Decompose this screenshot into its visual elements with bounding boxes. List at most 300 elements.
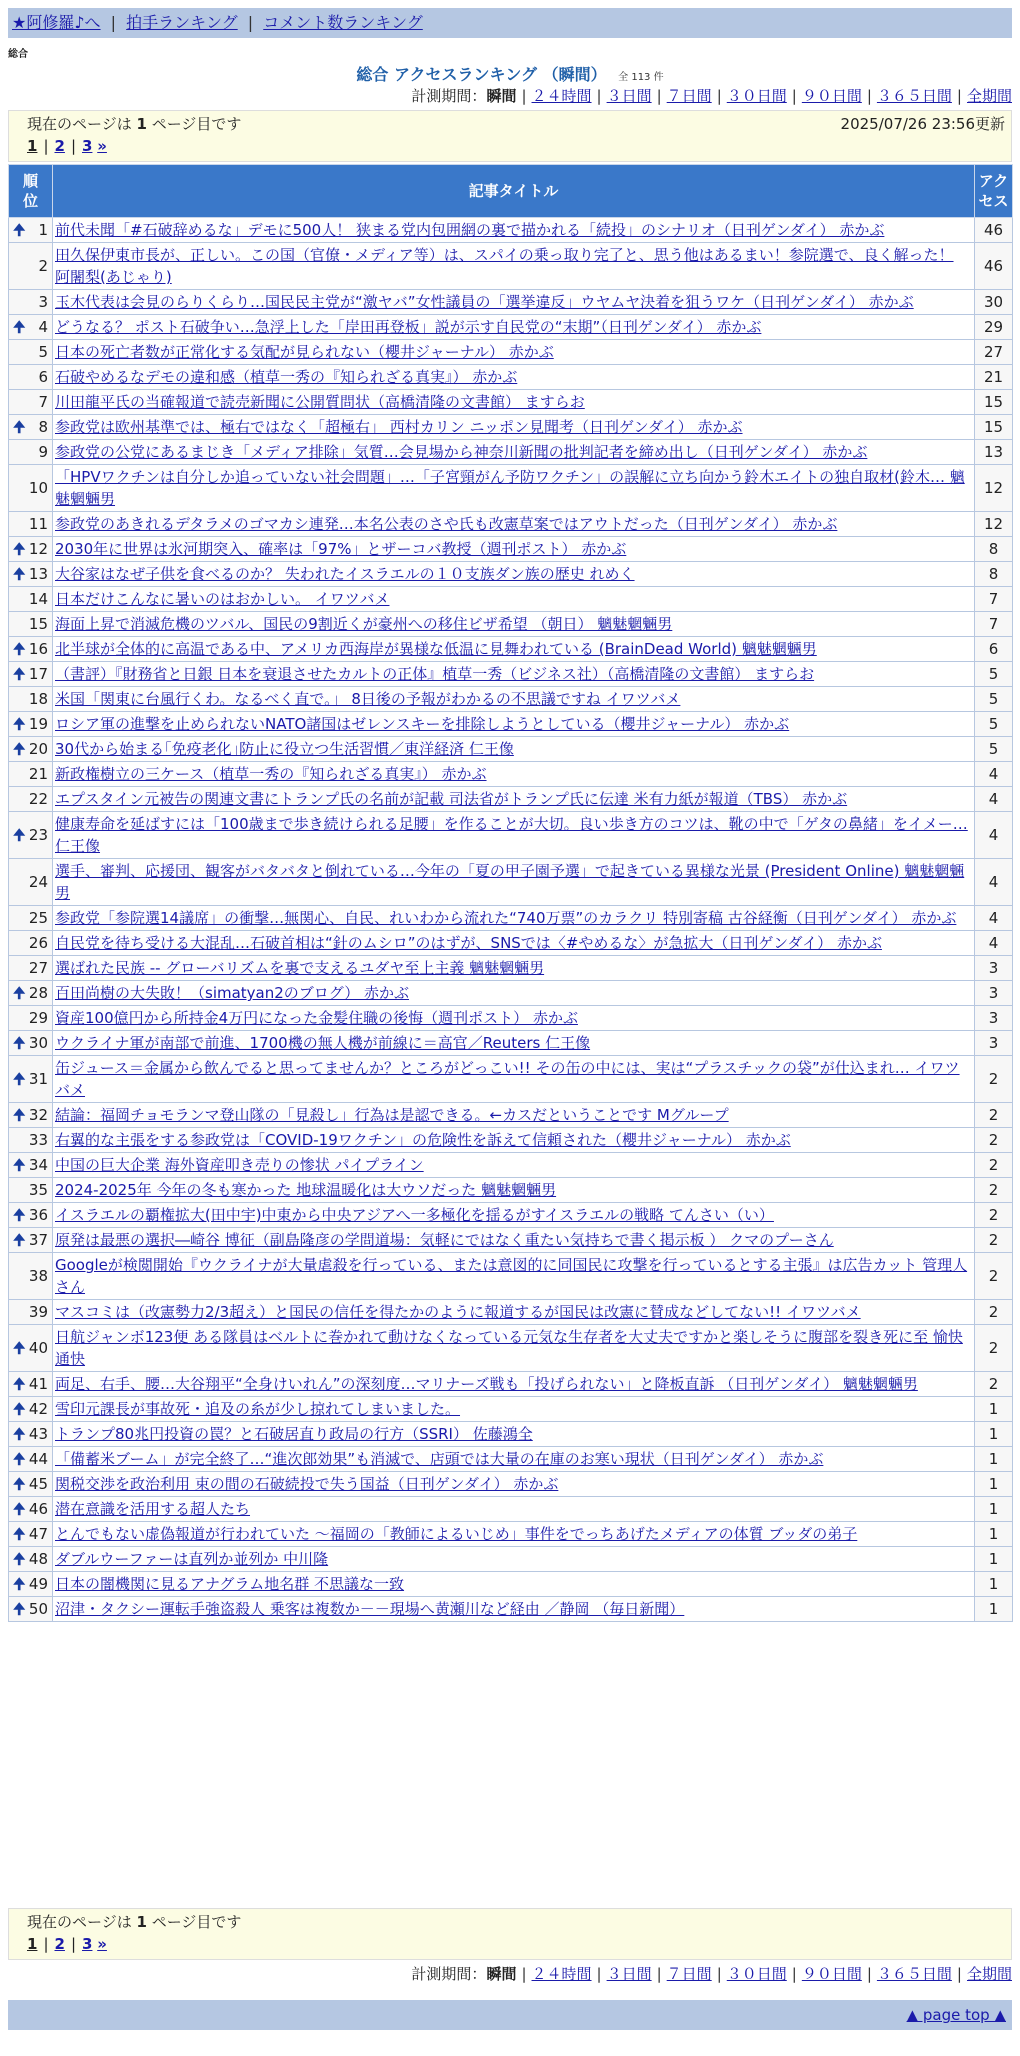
title-cell [53,1006,975,1031]
rank-cell [9,931,53,956]
rank-number: 22 [28,790,48,808]
period-separator: | [866,87,872,105]
access-count: 1 [975,1497,1013,1522]
table-row [9,981,1013,1006]
article-title-link[interactable]: 選ばれた民族 -- グローバリズムを裏で支えるユダヤ至上主義 魑魅魍魎男 [55,959,545,977]
table-row [9,762,1013,787]
access-count: 6 [975,637,1013,662]
article-title-link[interactable]: 海面上昇で消滅危機のツバル、国民の9割近くが豪州への移住ビザ希望 （朝日） 魑魅魍魎男 [55,615,673,633]
pagination-page-3[interactable]: 3 [82,137,93,155]
category-label: 総合 [8,49,28,60]
rank-cell [9,812,53,859]
title-cell [53,687,975,712]
up-arrow-icon: 🠉 [13,1450,26,1468]
up-arrow-icon: 🠉 [13,1106,26,1124]
rank-number: 41 [28,1375,48,1393]
rank-number: 45 [28,1475,48,1493]
rank-cell [9,906,53,931]
article-title-link[interactable]: 資産100億円から所持金4万円になった金髪住職の後悔（週刊ポスト） 赤かぶ [55,1009,578,1027]
rank-number: 48 [28,1550,48,1568]
article-title-link[interactable]: 右翼的な主張をする参政党は「COVID-19ワクチン」の危険性を訴えて信頼された（櫻井ジャーナル） 赤かぶ [55,1131,791,1149]
period-separator: | [956,87,962,105]
table-row [9,1522,1013,1547]
table-row [9,1006,1013,1031]
access-count: 1 [975,1572,1013,1597]
rank-number: 25 [28,909,48,927]
article-title-link[interactable]: マスコミは（改憲勢力2/3超え）と国民の信任を得たかのように報道するが国民は改憲に賛成などしてない!! イワツバメ [55,1303,861,1321]
ranking-table [8,164,1013,1622]
rank-cell [9,1300,53,1325]
access-count: 1 [975,1422,1013,1447]
table-row [9,1128,1013,1153]
up-arrow-icon: 🠉 [13,1550,26,1568]
article-title-link[interactable]: 缶ジュース＝金属から飲んでると思ってませんか？ところがどっこい!! その缶の中には、実は“プラスチックの袋”が仕込まれ… イワツバメ [55,1059,960,1099]
total-count: 全 113 件 [618,72,664,83]
rank-cell [9,1128,53,1153]
access-count: 5 [975,712,1013,737]
period-separator: | [596,87,602,105]
access-count: 4 [975,812,1013,859]
article-title-link[interactable]: 玉木代表は会見のらりくらり…国民民主党が“激ヤバ”女性議員の「選挙違反」ウヤムヤ決着を狙うワケ（日刊ゲンダイ） 赤かぶ [55,293,914,311]
period-label: 計測期間： [411,87,487,105]
rank-number: 21 [28,765,48,783]
article-title-link[interactable]: 参政党のあきれるデタラメのゴマカシ連発…本名公表のさや氏も改憲草案ではアウトだった（日刊ゲンダイ） 赤かぶ [55,515,838,533]
title-cell [53,637,975,662]
rank-cell [9,662,53,687]
rank-number: 7 [38,393,48,411]
article-title-link[interactable]: ダブルウーファーは直列か並列か 中川隆 [55,1550,329,1568]
rank-number: 27 [28,959,48,977]
up-arrow-icon: 🠉 [13,740,26,758]
table-header-row [9,165,1013,218]
rank-cell [9,365,53,390]
rank-cell [9,712,53,737]
title-cell [53,1178,975,1203]
period-option-1[interactable]: ３日間 [606,87,652,105]
rank-cell [9,1253,53,1300]
pagination-next[interactable]: » [97,1935,107,1953]
access-count: 5 [975,662,1013,687]
table-row [9,859,1013,906]
rank-number: 37 [28,1231,48,1249]
rank-cell [9,859,53,906]
access-count: 4 [975,859,1013,906]
table-row [9,1178,1013,1203]
up-arrow-icon: 🠉 [13,1070,26,1088]
access-count: 1 [975,1447,1013,1472]
rank-number: 14 [28,590,48,608]
rank-cell [9,315,53,340]
article-title-link[interactable]: 両足、右手、腰…大谷翔平“全身けいれん”の深刻度…マリナーズ戦も「投げられない」と降板直訴 （日刊ゲンダイ） 魑魅魍魎男 [55,1375,918,1393]
table-row [9,243,1013,290]
nav-separator: | [247,13,254,32]
up-arrow-icon: 🠉 [13,665,26,683]
period-separator: | [656,1965,662,1983]
access-count: 2 [975,1128,1013,1153]
period-option-2[interactable]: ７日間 [666,1965,712,1983]
rank-cell [9,562,53,587]
footer-bar [8,2000,1012,2030]
title-cell [53,315,975,340]
article-title-link[interactable]: 百田尚樹の大失敗！（simatyan2のブログ） 赤かぶ [55,984,410,1002]
up-arrow-icon: 🠉 [13,715,26,733]
article-title-link[interactable]: 潜在意識を活用する超人たち [55,1500,251,1518]
table-row [9,1325,1013,1372]
table-row [9,662,1013,687]
article-title-link[interactable]: 結論：福岡チョモランマ登山隊の「見殺し」行為は是認できる。←カスだということです Mグループ [55,1106,729,1124]
up-arrow-icon: 🠉 [13,826,26,844]
rank-number: 6 [38,368,48,386]
access-count: 2 [975,1372,1013,1397]
period-separator: | [596,1965,602,1983]
access-count: 2 [975,1056,1013,1103]
access-count: 4 [975,906,1013,931]
access-count: 4 [975,762,1013,787]
pagination [27,135,993,157]
rank-cell [9,637,53,662]
article-title-link[interactable]: 米国「関東に台風行くわ。なるべく直で。」 8日後の予報がわかるの不思議ですね イワツバメ [55,690,681,708]
rank-cell [9,340,53,365]
home-link[interactable]: ★阿修羅♪へ [12,13,101,32]
page-top-link[interactable]: ▲ page top ▲ [906,2006,1006,2024]
table-row [9,1472,1013,1497]
table-row [9,812,1013,859]
period-option-4[interactable]: ９０日間 [801,87,862,105]
up-arrow-icon: 🠉 [13,1400,26,1418]
rank-number: 35 [28,1181,48,1199]
access-count: 4 [975,787,1013,812]
access-count: 13 [975,440,1013,465]
access-count: 46 [975,243,1013,290]
title-cell [53,1472,975,1497]
title-cell [53,512,975,537]
article-title-link[interactable]: 「備蓄米ブーム」が完全終了…“進次郎効果”も消滅で、店頭では大量の在庫のお寒い現状（日刊ゲンダイ） 赤かぶ [55,1450,824,1468]
period-option-3[interactable]: ３０日間 [726,1965,787,1983]
period-option-2[interactable]: ７日間 [666,87,712,105]
up-arrow-icon: 🠉 [13,1525,26,1543]
up-arrow-icon: 🠉 [13,1231,26,1249]
table-row [9,365,1013,390]
page-title-block [0,62,1020,85]
article-title-link[interactable]: 参政党「参院選14議席」の衝撃…無関心、自民、れいわから流れた“740万票”のカラクリ 特別寄稿 古谷経衡（日刊ゲンダイ） 赤かぶ [55,909,957,927]
rank-cell [9,956,53,981]
period-label: 計測期間： [411,1965,487,1983]
updated-timestamp: 2025/07/26 23:56更新 [840,115,1005,133]
access-count: 21 [975,365,1013,390]
rank-number: 13 [28,565,48,583]
title-cell [53,1056,975,1103]
article-title-link[interactable]: 選手、審判、応援団、観客がバタバタと倒れている…今年の「夏の甲子園予選」で起きている異様な光景 (President Online) 魑魅魍魎男 [55,862,965,902]
rank-number: 31 [28,1070,48,1088]
table-row [9,415,1013,440]
article-title-link[interactable]: 関税交渉を政治利用 束の間の石破続投で失う国益（日刊ゲンダイ） 赤かぶ [55,1475,559,1493]
rank-cell [9,218,53,243]
period-option-3[interactable]: ３０日間 [726,87,787,105]
table-row [9,315,1013,340]
up-arrow-icon: 🠉 [13,418,26,436]
article-title-link[interactable]: 参政党の公党にあるまじき「メディア排除」気質…会見場から神奈川新聞の批判記者を締め出し（日刊ゲンダイ） 赤かぶ [55,443,868,461]
article-title-link[interactable]: 2024-2025年 今年の冬も寒かった 地球温暖化は大ウソだった 魑魅魍魎男 [55,1181,557,1199]
period-option-5[interactable]: ３６５日間 [876,1965,952,1983]
article-title-link[interactable]: Googleが検閲開始『ウクライナが大量虐殺を行っている、または意図的に同国民に攻撃を行っているとする主張』は広告カット 管理人さん [55,1256,968,1296]
rank-cell [9,243,53,290]
article-title-link[interactable]: 参政党は欧州基準では、極右ではなく「超極右」 西村カリン ニッポン見聞考（日刊ゲンダイ） 赤かぶ [55,418,743,436]
rank-number: 44 [28,1450,48,1468]
rank-number: 24 [28,873,48,891]
rank-number: 32 [28,1106,48,1124]
title-cell [53,365,975,390]
title-cell [53,1547,975,1572]
rank-cell [9,587,53,612]
table-row [9,1597,1013,1622]
article-title-link[interactable]: 田久保伊東市長が、正しい。この国（官僚・メディア等）は、スパイの乗っ取り完了と、思う他はあるまい！参院選で、良く解った！ 阿闍梨(あじゃり) [55,246,954,286]
rank-cell [9,687,53,712]
table-row [9,956,1013,981]
title-cell [53,1153,975,1178]
access-count: 30 [975,290,1013,315]
article-title-link[interactable]: 雪印元課長が事故死・追及の糸が少し掠れてしまいました。 [55,1400,461,1418]
table-row [9,906,1013,931]
title-cell [53,587,975,612]
article-title-link[interactable]: 北半球が全体的に高温である中、アメリカ西海岸が異様な低温に見舞われている (BrainDead World) 魑魅魍魎男 [55,640,817,658]
table-row [9,340,1013,365]
period-option-0[interactable]: ２４時間 [531,87,592,105]
table-row [9,687,1013,712]
period-option-6[interactable]: 全期間 [966,1965,1012,1983]
up-arrow-icon: 🠉 [13,221,26,239]
title-cell [53,931,975,956]
nav-separator: | [110,13,117,32]
rank-cell [9,512,53,537]
rank-column-header: 順位 [9,165,53,218]
up-arrow-icon: 🠉 [13,1425,26,1443]
rank-number: 42 [28,1400,48,1418]
table-row [9,537,1013,562]
title-cell [53,787,975,812]
rank-number: 36 [28,1206,48,1224]
table-row [9,440,1013,465]
article-title-link[interactable]: どうなる？ ポスト石破争い…急浮上した「岸田再登板」説が示す自民党の“末期”（日刊ゲンダイ） 赤かぶ [55,318,762,336]
access-count: 1 [975,1597,1013,1622]
article-title-link[interactable]: エプスタイン元被告の関連文書にトランプ氏の名前が記載 司法省がトランプ氏に伝達 米有力紙が報道（TBS） 赤かぶ [55,790,848,808]
rank-cell [9,1547,53,1572]
table-row [9,562,1013,587]
rank-number: 1 [38,221,48,239]
article-title-link[interactable]: 健康寿命を延ばすには「100歳まで歩き続けられる足腰」を作ることが大切。良い歩き方のコツは、靴の中で「ゲタの鼻緒」をイメー… 仁王像 [55,815,968,855]
title-cell [53,859,975,906]
rank-cell [9,1203,53,1228]
rank-number: 26 [28,934,48,952]
article-title-link[interactable]: 日本の闇機関に見るアナグラム地名群 不思議な一致 [55,1575,405,1593]
period-separator: | [866,1965,872,1983]
article-title-link[interactable]: （書評）『財務省と日銀 日本を衰退させたカルトの正体』植草一秀（ビジネス社）（高橋清隆の文書館） ますらお [55,665,815,683]
rank-number: 12 [28,540,48,558]
title-cell [53,1203,975,1228]
pagination-separator: | [70,137,76,155]
article-title-link[interactable]: ロシア軍の進撃を止められないNATO諸国はゼレンスキーを排除しようとしている（櫻井ジャーナル） 赤かぶ [55,715,790,733]
rank-number: 15 [28,615,48,633]
comment-ranking-link[interactable]: コメント数ランキング [263,13,423,32]
title-cell [53,243,975,290]
ranking-table-body [9,218,1013,1622]
page-text-prefix: 現在のページは [27,1913,137,1931]
period-selector-bottom [411,1964,1012,1984]
rank-number: 16 [28,640,48,658]
table-row [9,737,1013,762]
table-row [9,1397,1013,1422]
article-title-link[interactable]: 前代未聞「#石破辞めるな」デモに500人！ 狭まる党内包囲網の裏で描かれる「続投」のシナリオ（日刊ゲンダイ） 赤かぶ [55,221,885,239]
access-count: 1 [975,1397,1013,1422]
period-current: 瞬間 [486,1965,517,1983]
article-title-link[interactable]: 2030年に世界は氷河期突入、確率は「97%」とザーコバ教授（週刊ポスト） 赤かぶ [55,540,627,558]
period-separator: | [956,1965,962,1983]
access-count: 3 [975,956,1013,981]
up-arrow-icon: 🠉 [13,540,26,558]
article-title-link[interactable]: ウクライナ軍が南部で前進、1700機の無人機が前線に＝高官／Reuters 仁王像 [55,1034,591,1052]
table-row [9,390,1013,415]
title-cell [53,1253,975,1300]
access-count: 4 [975,931,1013,956]
table-row [9,1031,1013,1056]
table-row [9,1153,1013,1178]
title-cell [53,762,975,787]
rank-number: 30 [28,1034,48,1052]
rank-cell [9,762,53,787]
article-title-link[interactable]: 新政権樹立の三ケース（植草一秀の『知られざる真実』） 赤かぶ [55,765,487,783]
rank-number: 43 [28,1425,48,1443]
article-title-link[interactable]: 中国の巨大企業 海外資産叩き売りの惨状 パイプライン [55,1156,424,1174]
rank-cell [9,1031,53,1056]
period-separator: | [716,1965,722,1983]
title-cell [53,1422,975,1447]
article-title-link[interactable]: 石破やめるなデモの違和感（植草一秀の『知られざる真実』） 赤かぶ [55,368,518,386]
title-cell [53,465,975,512]
access-count: 1 [975,1472,1013,1497]
rank-cell [9,415,53,440]
article-title-link[interactable]: とんでもない虚偽報道が行われていた ～福岡の「教師によるいじめ」事件をでっちあげたメディアの体質 ブッダの弟子 [55,1525,858,1543]
rank-number: 2 [38,257,48,275]
table-row [9,931,1013,956]
access-count: 1 [975,1522,1013,1547]
article-title-link[interactable]: 「HPVワクチンは自分しか追っていない社会問題」…「子宮頸がん予防ワクチン」の誤解に立ち向かう鈴木エイトの独自取材(鈴木… 魑魅魍魎男 [55,468,965,508]
access-column-header: アクセス [975,165,1013,218]
article-title-link[interactable]: 自民党を待ち受ける大混乱…石破首相は“針のムシロ”のはずが、SNSでは〈#やめるな〉が急拡大（日刊ゲンダイ） 赤かぶ [55,934,882,952]
title-column-header: 記事タイトル [53,165,975,218]
period-separator: | [656,87,662,105]
title-cell [53,290,975,315]
rank-cell [9,290,53,315]
rank-number: 29 [28,1009,48,1027]
article-title-link[interactable]: 30代から始まる｢免疫老化｣防止に役立つ生活習慣／東洋経済 仁王像 [55,740,514,758]
up-arrow-icon: 🠉 [13,565,26,583]
access-count: 2 [975,1300,1013,1325]
title-cell [53,1128,975,1153]
title-cell [53,1325,975,1372]
access-count: 12 [975,512,1013,537]
title-cell [53,612,975,637]
title-cell [53,1597,975,1622]
table-row [9,1572,1013,1597]
article-title-link[interactable]: イスラエルの覇権拡大(田中宇)中東から中央アジアへ一多極化を揺るがすイスラエルの戦略 てんさい（い） [55,1206,774,1224]
period-option-1[interactable]: ３日間 [606,1965,652,1983]
rank-number: 49 [28,1575,48,1593]
pagination-separator: | [43,137,49,155]
rank-number: 9 [38,443,48,461]
pagination-page-3[interactable]: 3 [82,1935,93,1953]
up-arrow-icon: 🠉 [13,1500,26,1518]
access-count: 46 [975,218,1013,243]
rank-number: 8 [38,418,48,436]
table-row [9,1228,1013,1253]
access-count: 8 [975,562,1013,587]
title-cell [53,537,975,562]
article-title-link[interactable]: トランプ80兆円投資の罠？と石破居直り政局の行方（SSRI） 佐藤鴻全 [55,1425,533,1443]
page-text-suffix: ページ目です [146,115,242,133]
access-count: 2 [975,1325,1013,1372]
title-cell [53,906,975,931]
rank-cell [9,1522,53,1547]
rank-cell [9,440,53,465]
period-option-6[interactable]: 全期間 [966,87,1012,105]
period-separator: | [521,1965,527,1983]
pagination-page-2[interactable]: 2 [54,137,65,155]
article-title-link[interactable]: 日本の死亡者数が正常化する気配が見られない（櫻井ジャーナル） 赤かぶ [55,343,554,361]
pagination-page-2[interactable]: 2 [54,1935,65,1953]
pagination-next[interactable]: » [97,137,107,155]
rank-number: 47 [28,1525,48,1543]
period-separator: | [791,87,797,105]
access-count: 12 [975,465,1013,512]
rank-number: 46 [28,1500,48,1518]
article-title-link[interactable]: 沼津・タクシー運転手強盗殺人 乗客は複数か－－現場へ黄瀬川など経由 ／静岡 （毎日新聞） [55,1600,685,1618]
access-count: 3 [975,1031,1013,1056]
rank-cell [9,1572,53,1597]
access-count: 15 [975,390,1013,415]
table-row [9,290,1013,315]
table-row [9,1203,1013,1228]
access-count: 7 [975,587,1013,612]
page-info-top [8,110,1012,162]
rank-cell [9,1228,53,1253]
up-arrow-icon: 🠉 [13,318,26,336]
access-count: 27 [975,340,1013,365]
article-title-link[interactable]: 大谷家はなぜ子供を食べるのか？ 失われたイスラエルの１０支族ダン族の歴史 れめく [55,565,635,583]
page-number: 1 [136,1913,147,1931]
title-cell [53,812,975,859]
title-cell [53,1300,975,1325]
up-arrow-icon: 🠉 [13,640,26,658]
rank-number: 34 [28,1156,48,1174]
access-count: 2 [975,1253,1013,1300]
article-title-link[interactable]: 原発は最悪の選択―崎谷 博征（副島隆彦の学問道場：気軽にではなく重たい気持ちで書く掲示板 ） クマのプーさん [55,1231,834,1249]
period-separator: | [791,1965,797,1983]
up-arrow-icon: 🠉 [13,1475,26,1493]
title-cell [53,1228,975,1253]
period-option-5[interactable]: ３６５日間 [876,87,952,105]
clap-ranking-link[interactable]: 拍手ランキング [126,13,238,32]
pagination-separator: | [70,1935,76,1953]
page-text-prefix: 現在のページは [27,115,137,133]
rank-cell [9,1472,53,1497]
title-cell [53,1397,975,1422]
article-title-link[interactable]: 日本だけこんなに暑いのはおかしい。 イワツバメ [55,590,390,608]
period-option-0[interactable]: ２４時間 [531,1965,592,1983]
rank-number: 3 [38,293,48,311]
article-title-link[interactable]: 川田龍平氏の当確報道で読売新聞に公開質問状（高橋清隆の文書館） ますらお [55,393,585,411]
period-option-4[interactable]: ９０日間 [801,1965,862,1983]
up-arrow-icon: 🠉 [13,1575,26,1593]
article-title-link[interactable]: 日航ジャンボ123便 ある隊員はベルトに巻かれて動けなくなっている元気な生存者を大丈夫ですかと楽しそうに腹部を裂き死に至 愉快通快 [55,1328,963,1368]
